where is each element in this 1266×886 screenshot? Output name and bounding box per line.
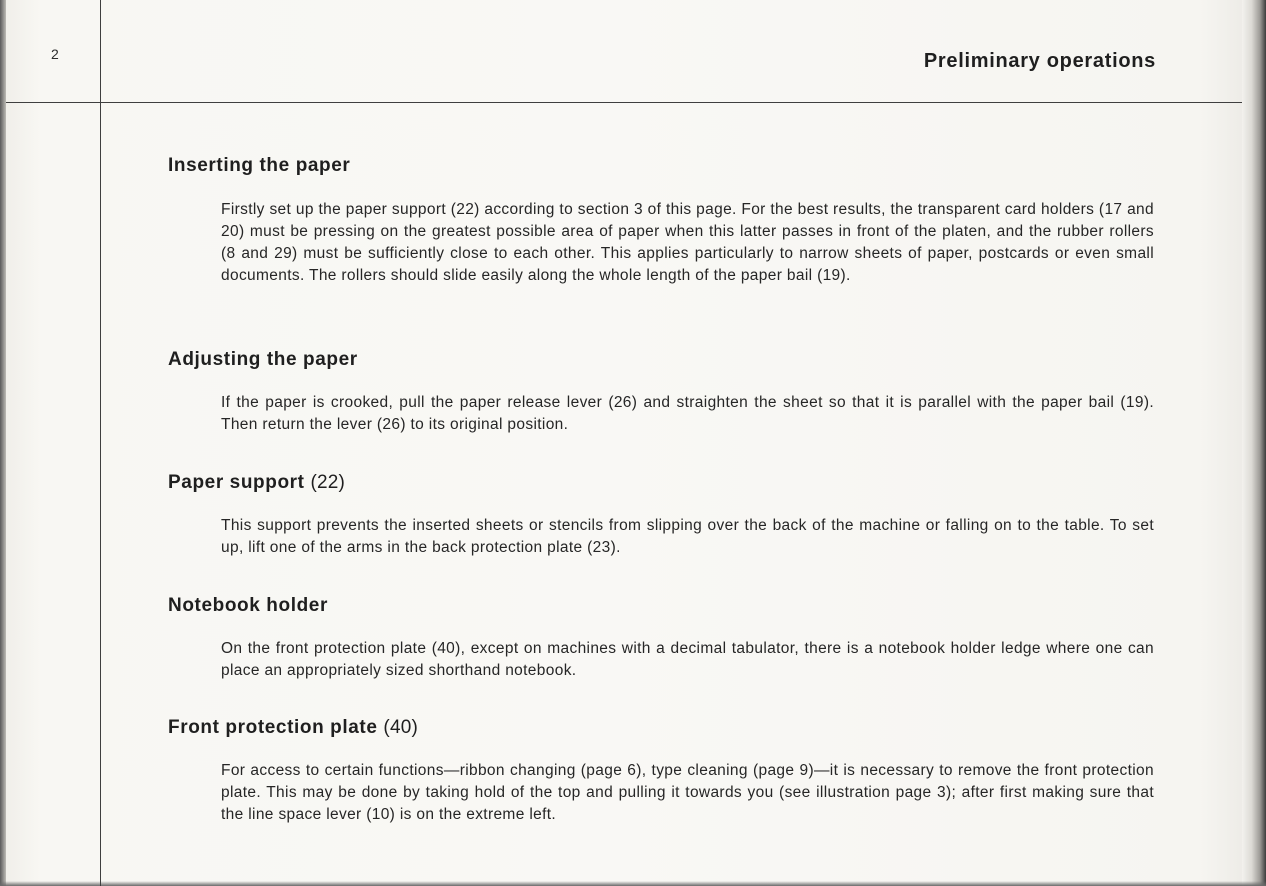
section-body-paper-support: This support prevents the inserted sheets or stencils from slipping over the back of the machine or falling on to the table. To set up, lift one of the arms in the back protection plate (23). [221, 517, 1154, 556]
section-heading-text: Adjusting the paper [168, 349, 358, 370]
section-heading-paper-support [168, 472, 345, 494]
page-title: Preliminary operations [923, 50, 1156, 72]
section-heading-ref: (40) [383, 717, 419, 738]
scan-edge-bottom [0, 881, 1266, 886]
section-heading-front-protection-plate [168, 717, 418, 739]
scan-edge-left [0, 0, 6, 886]
section-heading-text: Inserting the paper [168, 155, 351, 176]
section-body-front-protection-plate: For access to certain functions—ribbon changing (page 6), type cleaning (page 9)—it is necessary to remove the front protection plate. This may be done by taking hold of the top and pulling it towards you (see illustration page 3); after first making sure that the line space lever (10) is on the extreme left. [221, 762, 1154, 823]
margin-rule [100, 0, 101, 886]
section-body-notebook-holder: On the front protection plate (40), except on machines with a decimal tabulator, there is a notebook holder ledge where one can place an appropriately sized shorthand notebook. [221, 640, 1154, 679]
section-heading-inserting-paper [168, 155, 350, 177]
section-heading-text: Front protection plate [168, 717, 378, 738]
section-body-adjusting-paper: If the paper is crooked, pull the paper release lever (26) and straighten the sheet so that it is parallel with the paper bail (19). Then return the lever (26) to its original position. [221, 394, 1154, 433]
scan-edge-right [1242, 0, 1266, 886]
section-heading-text: Paper support [168, 472, 305, 493]
page-number: 2 [51, 46, 59, 62]
section-heading-text: Notebook holder [168, 595, 328, 616]
section-body-inserting-paper: Firstly set up the paper support (22) according to section 3 of this page. For the best results, the transparent card holders (17 and 20) must be pressing on the greatest possible area of paper when this latter passes in front of the platen, and the rubber rollers (8 and 29) must be sufficiently close to each other. This applies particularly to narrow sheets of paper, postcards or even small documents. The rollers should slide easily along the whole length of the paper bail (19). [221, 201, 1154, 284]
header-rule [6, 102, 1242, 103]
section-heading-adjusting-paper [168, 349, 358, 371]
section-heading-notebook-holder [168, 595, 328, 617]
section-heading-ref: (22) [310, 472, 346, 493]
